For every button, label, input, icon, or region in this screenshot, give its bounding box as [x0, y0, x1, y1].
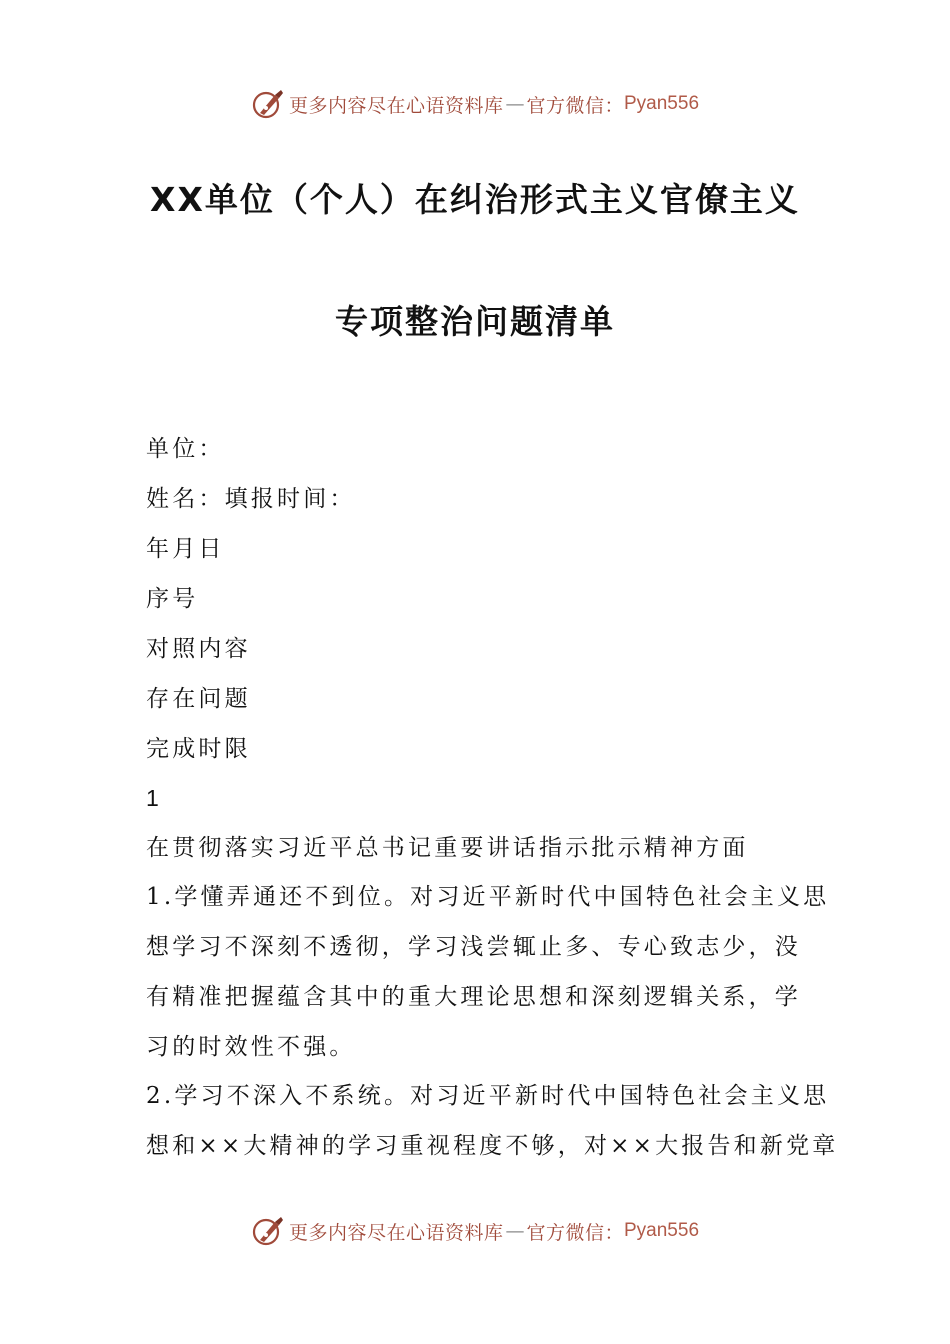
header-deadline: 完成时限 — [146, 736, 251, 762]
problem1-line: 1.学懂弄通还不到位。对习近平新时代中国特色社会主义思 — [146, 884, 830, 910]
date-field-label: 年月日 — [146, 536, 225, 562]
watermark-wechat-account: Pyan556 — [624, 1220, 700, 1241]
watermark-site-text: 更多内容尽在心语资料库 — [288, 94, 504, 117]
watermark-wechat-label: 官方微信： — [526, 1221, 624, 1244]
unit-field-label: 单位： — [146, 436, 225, 462]
watermark-wechat-account: Pyan556 — [624, 93, 700, 114]
pen-nib-logo-icon — [251, 1214, 285, 1248]
row1-seq: 1 — [146, 785, 159, 811]
footer-watermark — [0, 1211, 950, 1251]
watermark-separator: — — [505, 93, 525, 115]
watermark-separator: — — [505, 1220, 525, 1242]
problem1-line: 有精准把握蕴含其中的重大理论思想和深刻逻辑关系，学 — [146, 984, 801, 1010]
header-reference: 对照内容 — [146, 636, 251, 662]
watermark-wechat-label: 官方微信： — [526, 94, 624, 117]
document-title-line2: 专项整治问题清单 — [335, 302, 615, 341]
header-watermark — [0, 84, 950, 124]
document-title-line1: XX单位（个人）在纠治形式主义官僚主义 — [150, 180, 800, 219]
problem1-line: 习的时效性不强。 — [146, 1034, 356, 1060]
header-problem: 存在问题 — [146, 686, 251, 712]
problem2-line: 想和××大精神的学习重视程度不够，对××大报告和新党章 — [146, 1133, 839, 1159]
problem1-line: 想学习不深刻不透彻，学习浅尝辄止多、专心致志少，没 — [146, 934, 801, 960]
pen-nib-logo-icon — [251, 87, 285, 121]
row1-reference: 在贯彻落实习近平总书记重要讲话指示批示精神方面 — [146, 835, 749, 861]
header-seq: 序号 — [146, 586, 199, 612]
name-and-date-field-label: 姓名：填报时间： — [146, 486, 356, 512]
watermark-site-text: 更多内容尽在心语资料库 — [288, 1221, 504, 1244]
problem2-line: 2.学习不深入不系统。对习近平新时代中国特色社会主义思 — [146, 1083, 830, 1109]
